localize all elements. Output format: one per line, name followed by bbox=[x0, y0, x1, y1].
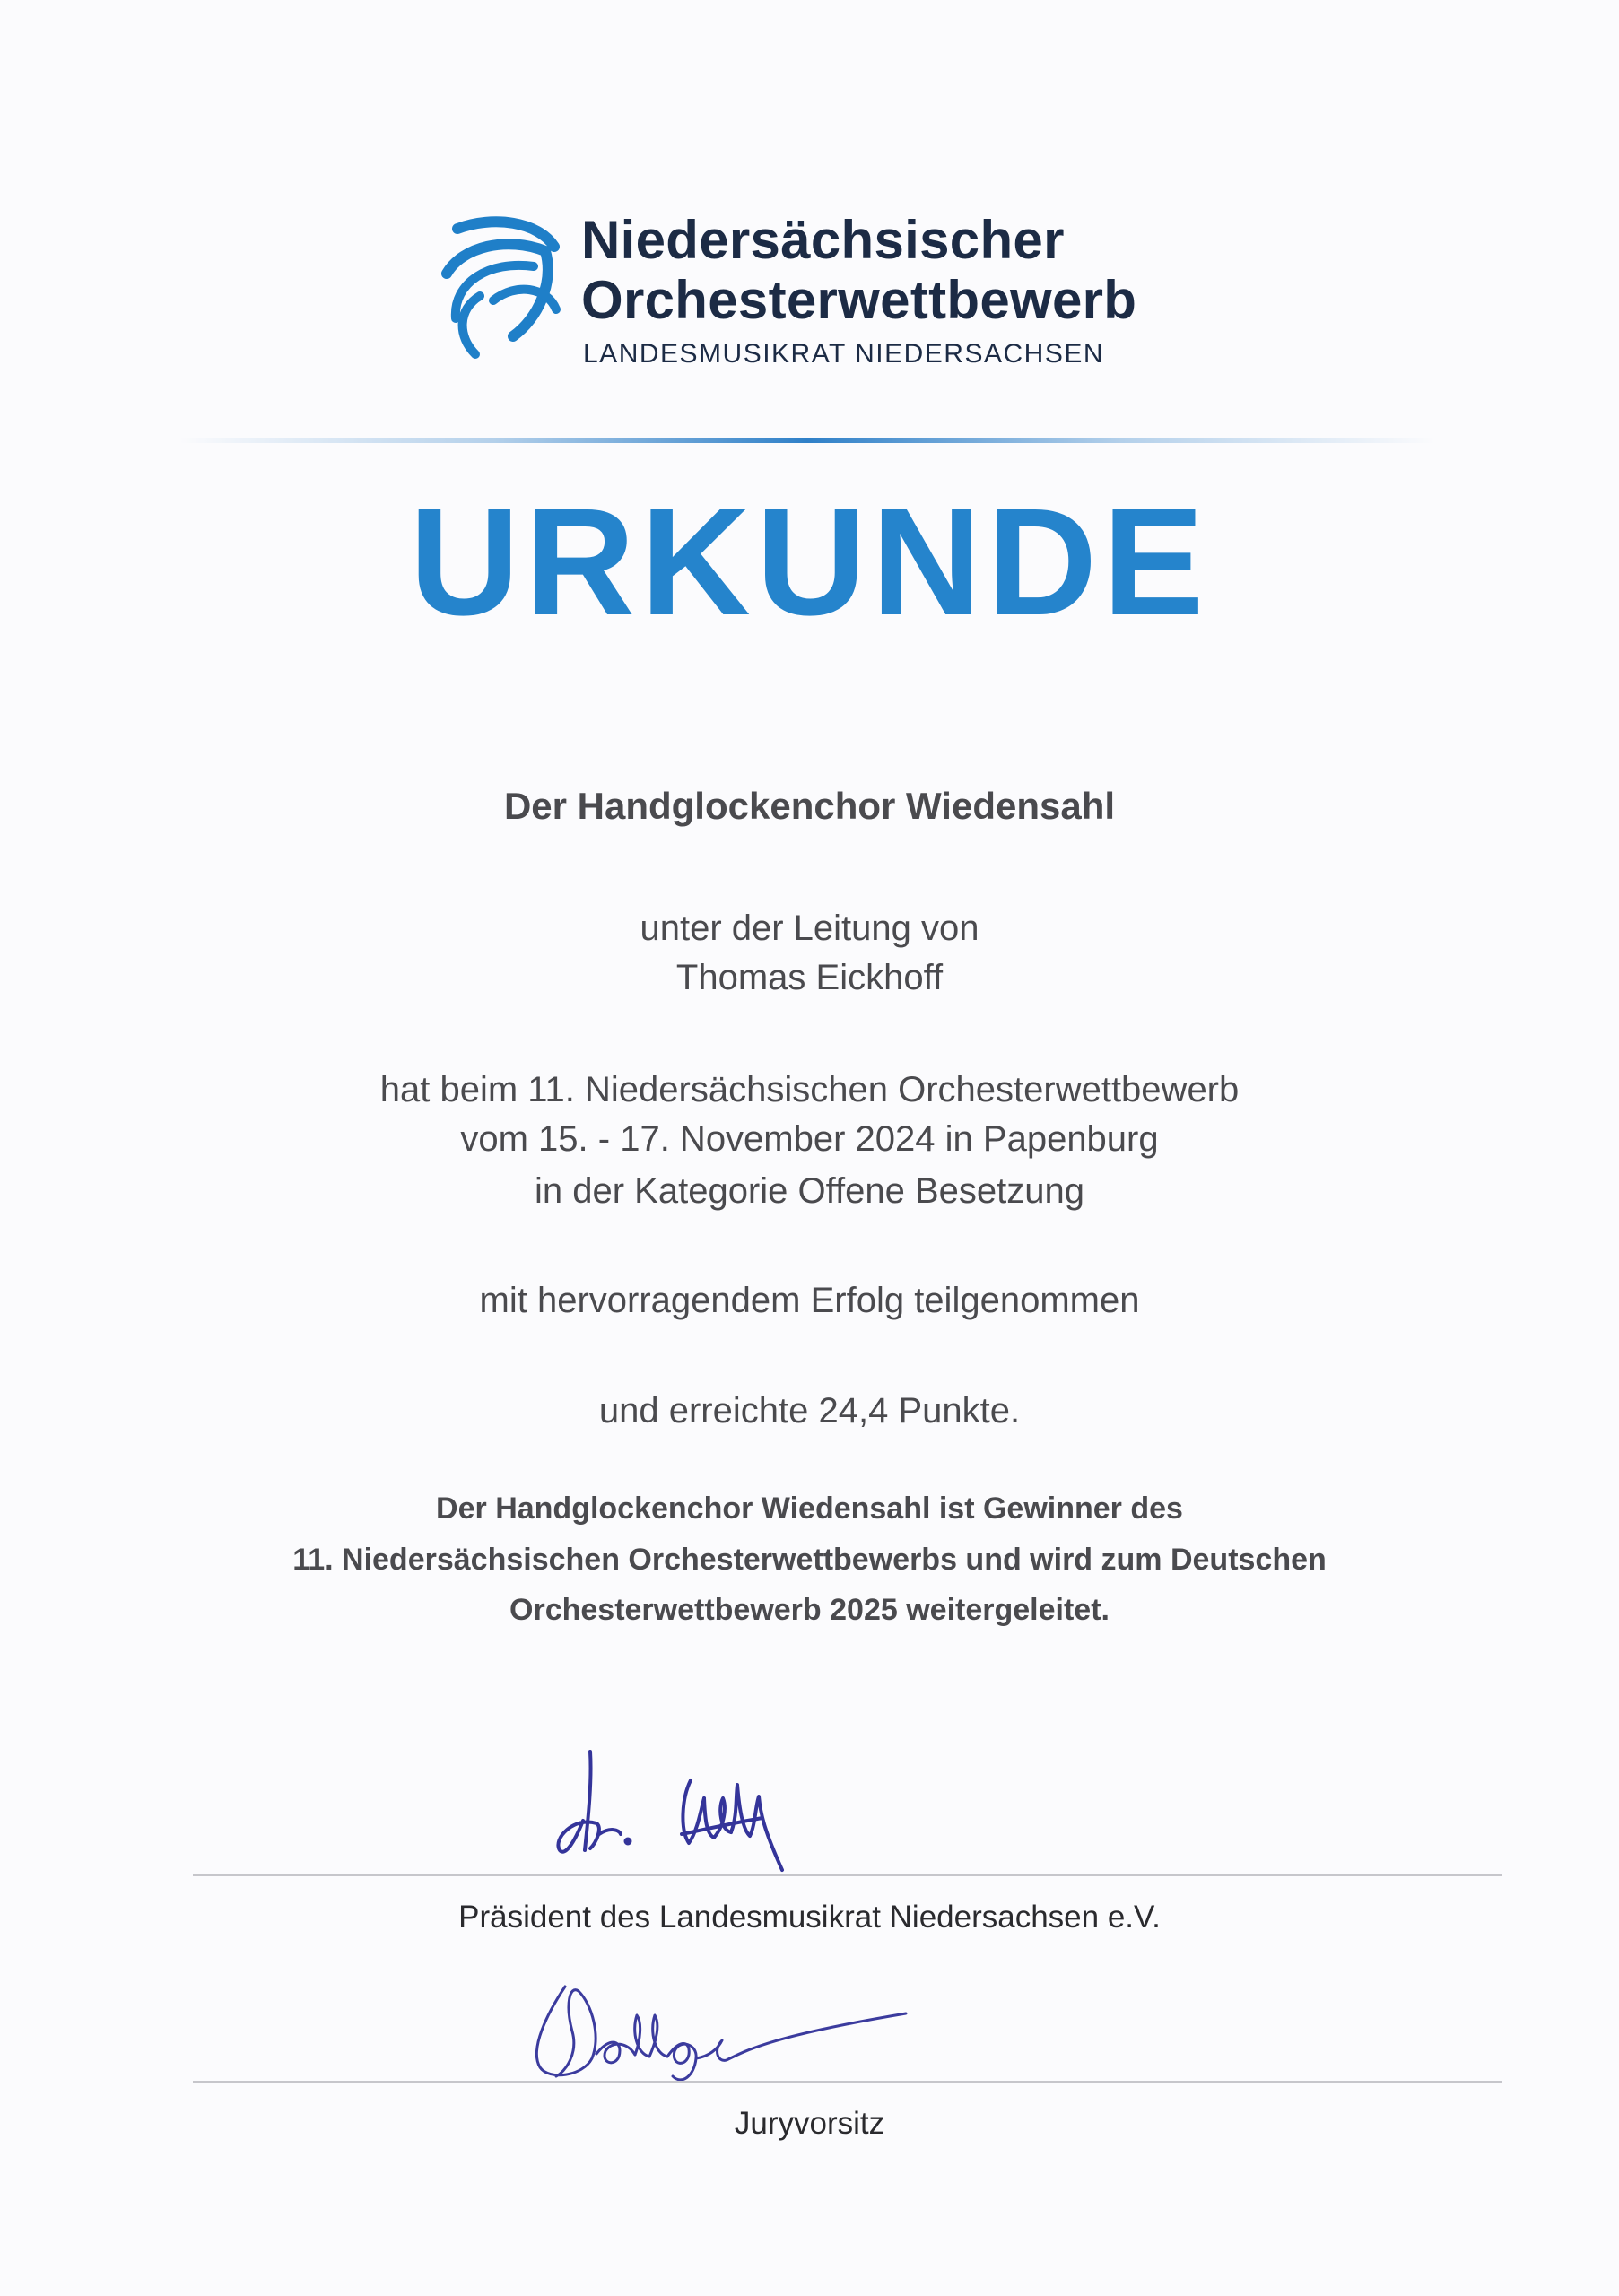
president-caption: Präsident des Landesmusikrat Niedersachsen e.V. bbox=[458, 1900, 1161, 1935]
jury-signature-line bbox=[193, 2081, 1502, 2083]
logo-subtitle: LANDESMUSIKRAT NIEDERSACHSEN bbox=[583, 339, 1105, 369]
conductor-name: Thomas Eickhoff bbox=[675, 958, 944, 997]
recipient-name: Der Handglockenchor Wiedensahl bbox=[503, 785, 1116, 827]
jury-caption: Juryvorsitz bbox=[734, 2106, 885, 2141]
logo-title-line1: Niedersächsischer bbox=[581, 210, 1065, 270]
orchestra-logo-icon bbox=[440, 211, 565, 368]
logo-title-line2: Orchesterwettbewerb bbox=[581, 270, 1137, 330]
president-signature bbox=[547, 1744, 834, 1879]
category-line: in der Kategorie Offene Besetzung bbox=[534, 1171, 1084, 1211]
date-line: vom 15. - 17. November 2024 in Papenburg bbox=[460, 1119, 1159, 1159]
winner-line-2: 11. Niedersächsischen Orchesterwettbewerbs und wird zum Deutschen bbox=[292, 1543, 1327, 1577]
certificate-title: URKUNDE bbox=[409, 477, 1210, 648]
points-line: und erreichte 24,4 Punkte. bbox=[598, 1391, 1021, 1431]
direction-label: unter der Leitung von bbox=[640, 909, 979, 948]
president-signature-line bbox=[193, 1874, 1502, 1876]
winner-line-3: Orchesterwettbewerb 2025 weitergeleitet. bbox=[509, 1593, 1110, 1627]
header-divider bbox=[179, 438, 1435, 443]
winner-line-1: Der Handglockenchor Wiedensahl ist Gewinner des bbox=[436, 1492, 1183, 1526]
result-line: mit hervorragendem Erfolg teilgenommen bbox=[479, 1281, 1140, 1320]
competition-line: hat beim 11. Niedersächsischen Orchesterwettbewerb bbox=[379, 1070, 1240, 1109]
jury-signature bbox=[529, 1951, 924, 2099]
